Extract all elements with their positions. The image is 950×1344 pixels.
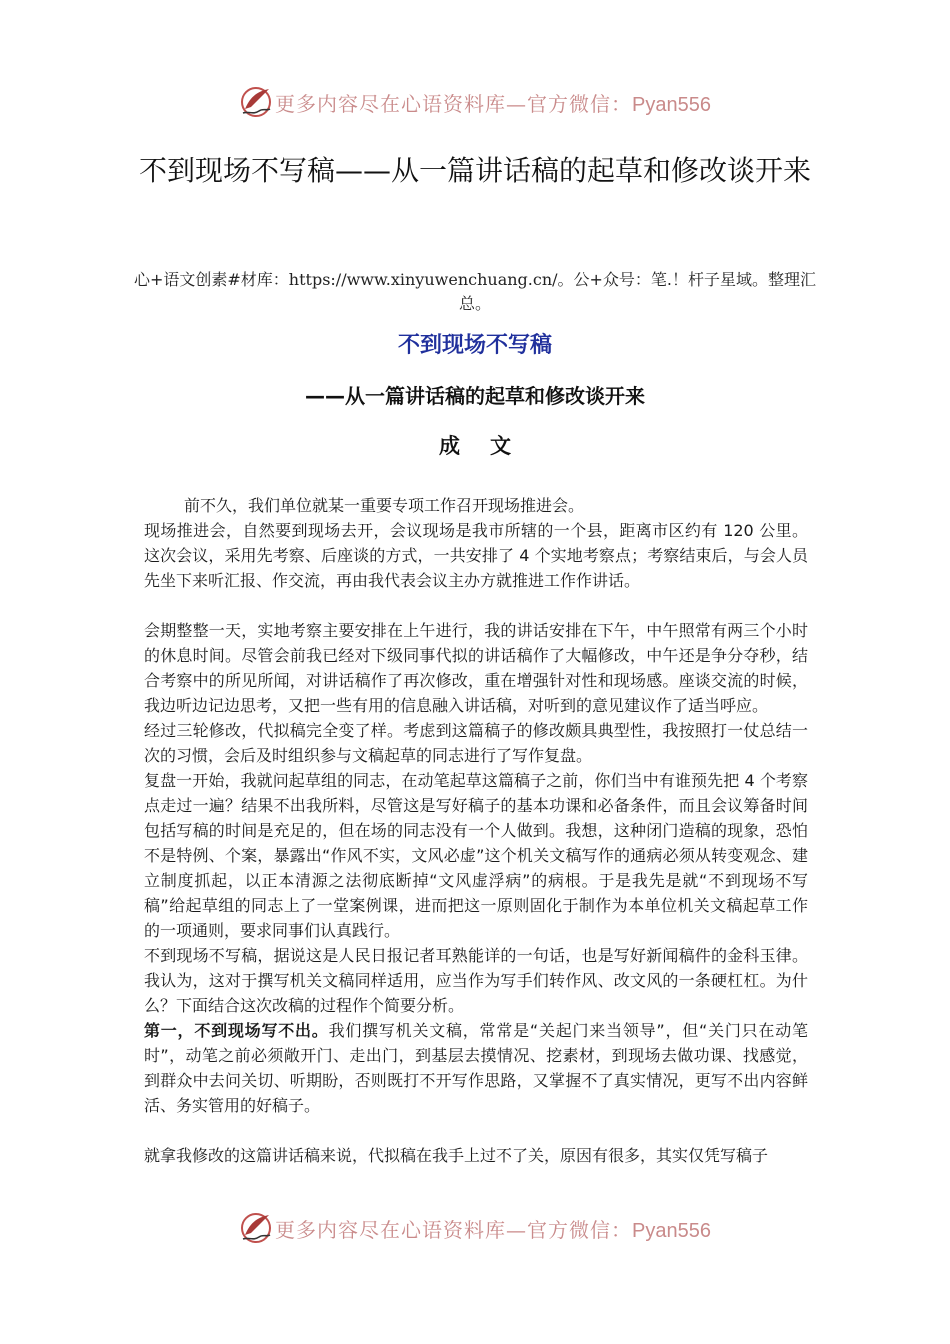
wechat-id: Pyan556 <box>632 93 711 116</box>
article-author: 成文 <box>439 434 541 458</box>
watermark-text: 更多内容尽在心语资料库—官方微信：Pyan556 <box>275 91 711 116</box>
source-url: https://www.xinyuwenchuang.cn/ <box>288 270 558 289</box>
watermark-banner-top <box>0 82 950 122</box>
source-prefix: 心+语文创素#材库： <box>133 270 289 289</box>
paragraph-point-one <box>144 1018 808 1118</box>
paragraph: 就拿我修改的这篇讲话稿来说，代拟稿在我手上过不了关，原因有很多，其实仅凭写稿子 <box>144 1146 769 1165</box>
source-suffix: 。公+众号：笔.！杆子星域。整理汇总。 <box>458 270 817 313</box>
watermark-text: 更多内容尽在心语资料库—官方微信：Pyan556 <box>275 1217 711 1242</box>
wechat-id: Pyan556 <box>632 1219 711 1242</box>
paragraph: 会期整整一天，实地考察主要安排在上午进行，我的讲话安排在下午，中午照常有两三个小时的休息时间。尽管会前我已经对下级同事代拟的讲话稿作了大幅修改，中午还是争分夺秒，结合考察中的所见所闻，对讲话稿作了再次修改，重在增强针对性和现场感。座谈交流的时候，我边听边记边思考，又把一些有用的信息融入讲话稿，对听到的意见建议作了适当呼应。 <box>144 621 808 715</box>
paragraph: 复盘一开始，我就问起草组的同志，在动笔起草这篇稿子之前，你们当中有谁预先把 4 个考察点走过一遍？结果不出我所料，尽管这是写好稿子的基本功课和必备条件，而且会议筹备时间包括写稿的时间是充足的，但在场的同志没有一个人做到。我想，这种闭门造稿的现象，恐怕不是特例、个案，暴露出“作风不实，文风必虚”这个机关文稿写作的通病必须从转变观念、建立制度抓起，以正本清源之法彻底断掉“文风虚浮病”的病根。于是我先是就“不到现场不写稿”给起草组的同志上了一堂案例课，进而把这一原则固化于制作为本单位机关文稿起草工作的一项通则，要求同事们认真践行。 <box>144 771 808 940</box>
source-line <box>120 268 830 316</box>
document-title: 不到现场不写稿——从一篇讲话稿的起草和修改谈开来 <box>138 154 811 187</box>
paragraph: 经过三轮修改，代拟稿完全变了样。考虑到这篇稿子的修改颇具典型性，我按照打一仗总结一次的习惯，会后及时组织参与文稿起草的同志进行了写作复盘。 <box>144 721 808 765</box>
article-title: 不到现场不写稿 <box>397 333 552 358</box>
paragraph: 不到现场不写稿，据说这是人民日报记者耳熟能详的一句话，也是写好新闻稿件的金科玉律。我认为，这对于撰写机关文稿同样适用，应当作为写手们转作风、改文风的一条硬杠杠。为什么？下面结合这次改稿的过程作个简要分析。 <box>144 946 808 1015</box>
paragraph: 现场推进会，自然要到现场去开，会议现场是我市所辖的一个县，距离市区约有 120 公里。这次会议，采用先考察、后座谈的方式，一共安排了 4 个实地考察点；考察结束后，与会人员先坐下来听汇报、作交流，再由我代表会议主办方就推进工作作讲话。 <box>144 521 808 590</box>
article-subtitle: ——从一篇讲话稿的起草和修改谈开来 <box>305 384 645 408</box>
quill-signature-logo-icon <box>239 1211 273 1245</box>
article-body <box>144 493 808 1168</box>
quill-signature-logo-icon <box>239 85 273 119</box>
point-one-lead: 第一，不到现场写不出。 <box>144 1021 329 1040</box>
watermark-banner-bottom <box>0 1208 950 1248</box>
paragraph: 前不久，我们单位就某一重要专项工作召开现场推进会。 <box>184 496 585 515</box>
point-one-text: 我们撰写机关文稿，常常是“关起门来当领导”，但“关门只在动笔时”，动笔之前必须敞开门、走出门，到基层去摸情况、挖素材，到现场去做功课、找感觉，到群众中去问关切、听期盼，否则既打不开写作思路，又掌握不了真实情况，更写不出内容鲜活、务实管用的好稿子。 <box>144 1021 808 1115</box>
